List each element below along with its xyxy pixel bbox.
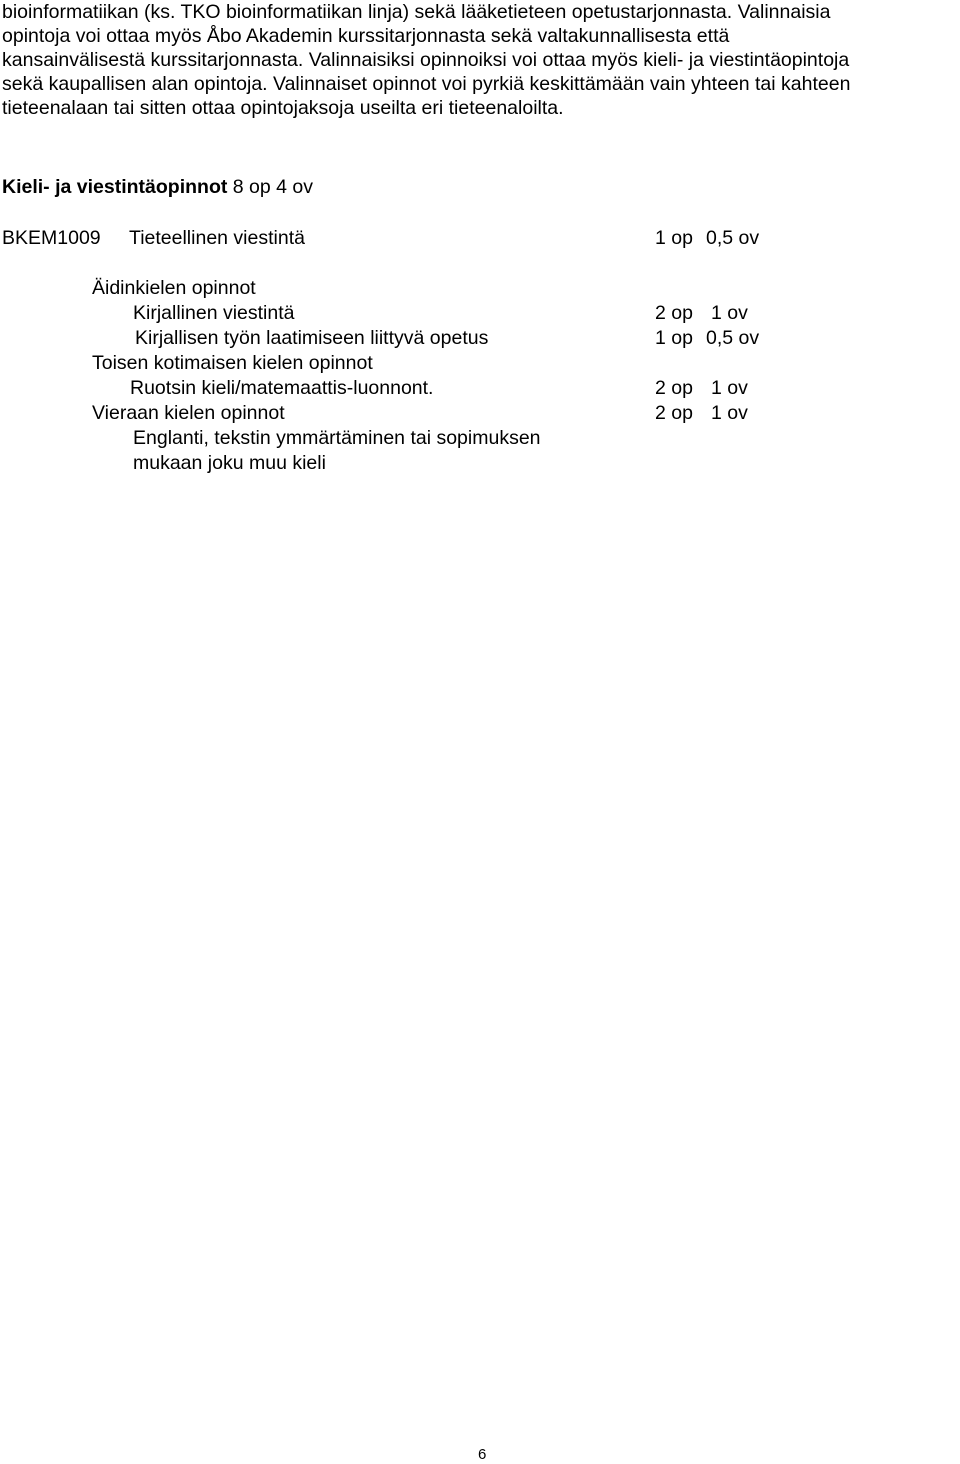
- course-name: Tieteellinen viestintä: [129, 227, 305, 249]
- intro-line-2: opintoja voi ottaa myös Åbo Akademin kurssitarjonnasta sekä valtakunnallisesta että: [2, 25, 730, 47]
- item-kirjallinen-op: 2 op: [655, 302, 693, 324]
- course-code: BKEM1009: [2, 227, 101, 249]
- page-number: 6: [478, 1446, 487, 1463]
- intro-line-4: sekä kaupallisen alan opintoja. Valinnaiset opinnot voi pyrkiä keskittämään vain yhteen tai kahteen: [2, 73, 851, 95]
- intro-line-3: kansainvälisestä kurssitarjonnasta. Valinnaisiksi opinnoiksi voi ottaa myös kieli- ja viestintäopintoja: [2, 49, 850, 71]
- intro-line-1: bioinformatiikan (ks. TKO bioinformatiikan linja) sekä lääketieteen opetustarjonnasta. Valinnaisia: [2, 1, 831, 23]
- intro-line-5: tieteenalaan tai sitten ottaa opintojaksoja useilta eri tieteenaloilta.: [2, 97, 564, 119]
- section-title: Kieli- ja viestintäopinnot: [2, 176, 228, 198]
- item-laatiminen: Kirjallisen työn laatimiseen liittyvä opetus: [135, 327, 489, 349]
- item-ruotsi-op: 2 op: [655, 377, 693, 399]
- item-vieras-op: 2 op: [655, 402, 693, 424]
- item-vieras: Vieraan kielen opinnot: [92, 402, 285, 424]
- item-laatiminen-op: 1 op: [655, 327, 693, 349]
- item-englanti-line-1: Englanti, tekstin ymmärtäminen tai sopimuksen: [133, 427, 541, 449]
- item-kirjallinen-ov: 1 ov: [711, 302, 748, 324]
- item-toinen: Toisen kotimaisen kielen opinnot: [92, 352, 373, 374]
- item-ruotsi: Ruotsin kieli/matemaattis-luonnont.: [130, 377, 434, 399]
- item-ruotsi-ov: 1 ov: [711, 377, 748, 399]
- item-aidinkieli: Äidinkielen opinnot: [92, 277, 256, 299]
- section-heading: [2, 175, 313, 199]
- item-kirjallinen: Kirjallinen viestintä: [133, 302, 295, 324]
- course-ov: 0,5 ov: [706, 227, 760, 249]
- item-englanti-line-2: mukaan joku muu kieli: [133, 452, 326, 474]
- section-credits: 8 op 4 ov: [232, 176, 314, 198]
- item-laatiminen-ov: 0,5 ov: [706, 327, 760, 349]
- course-op: 1 op: [655, 227, 693, 249]
- item-vieras-ov: 1 ov: [711, 402, 748, 424]
